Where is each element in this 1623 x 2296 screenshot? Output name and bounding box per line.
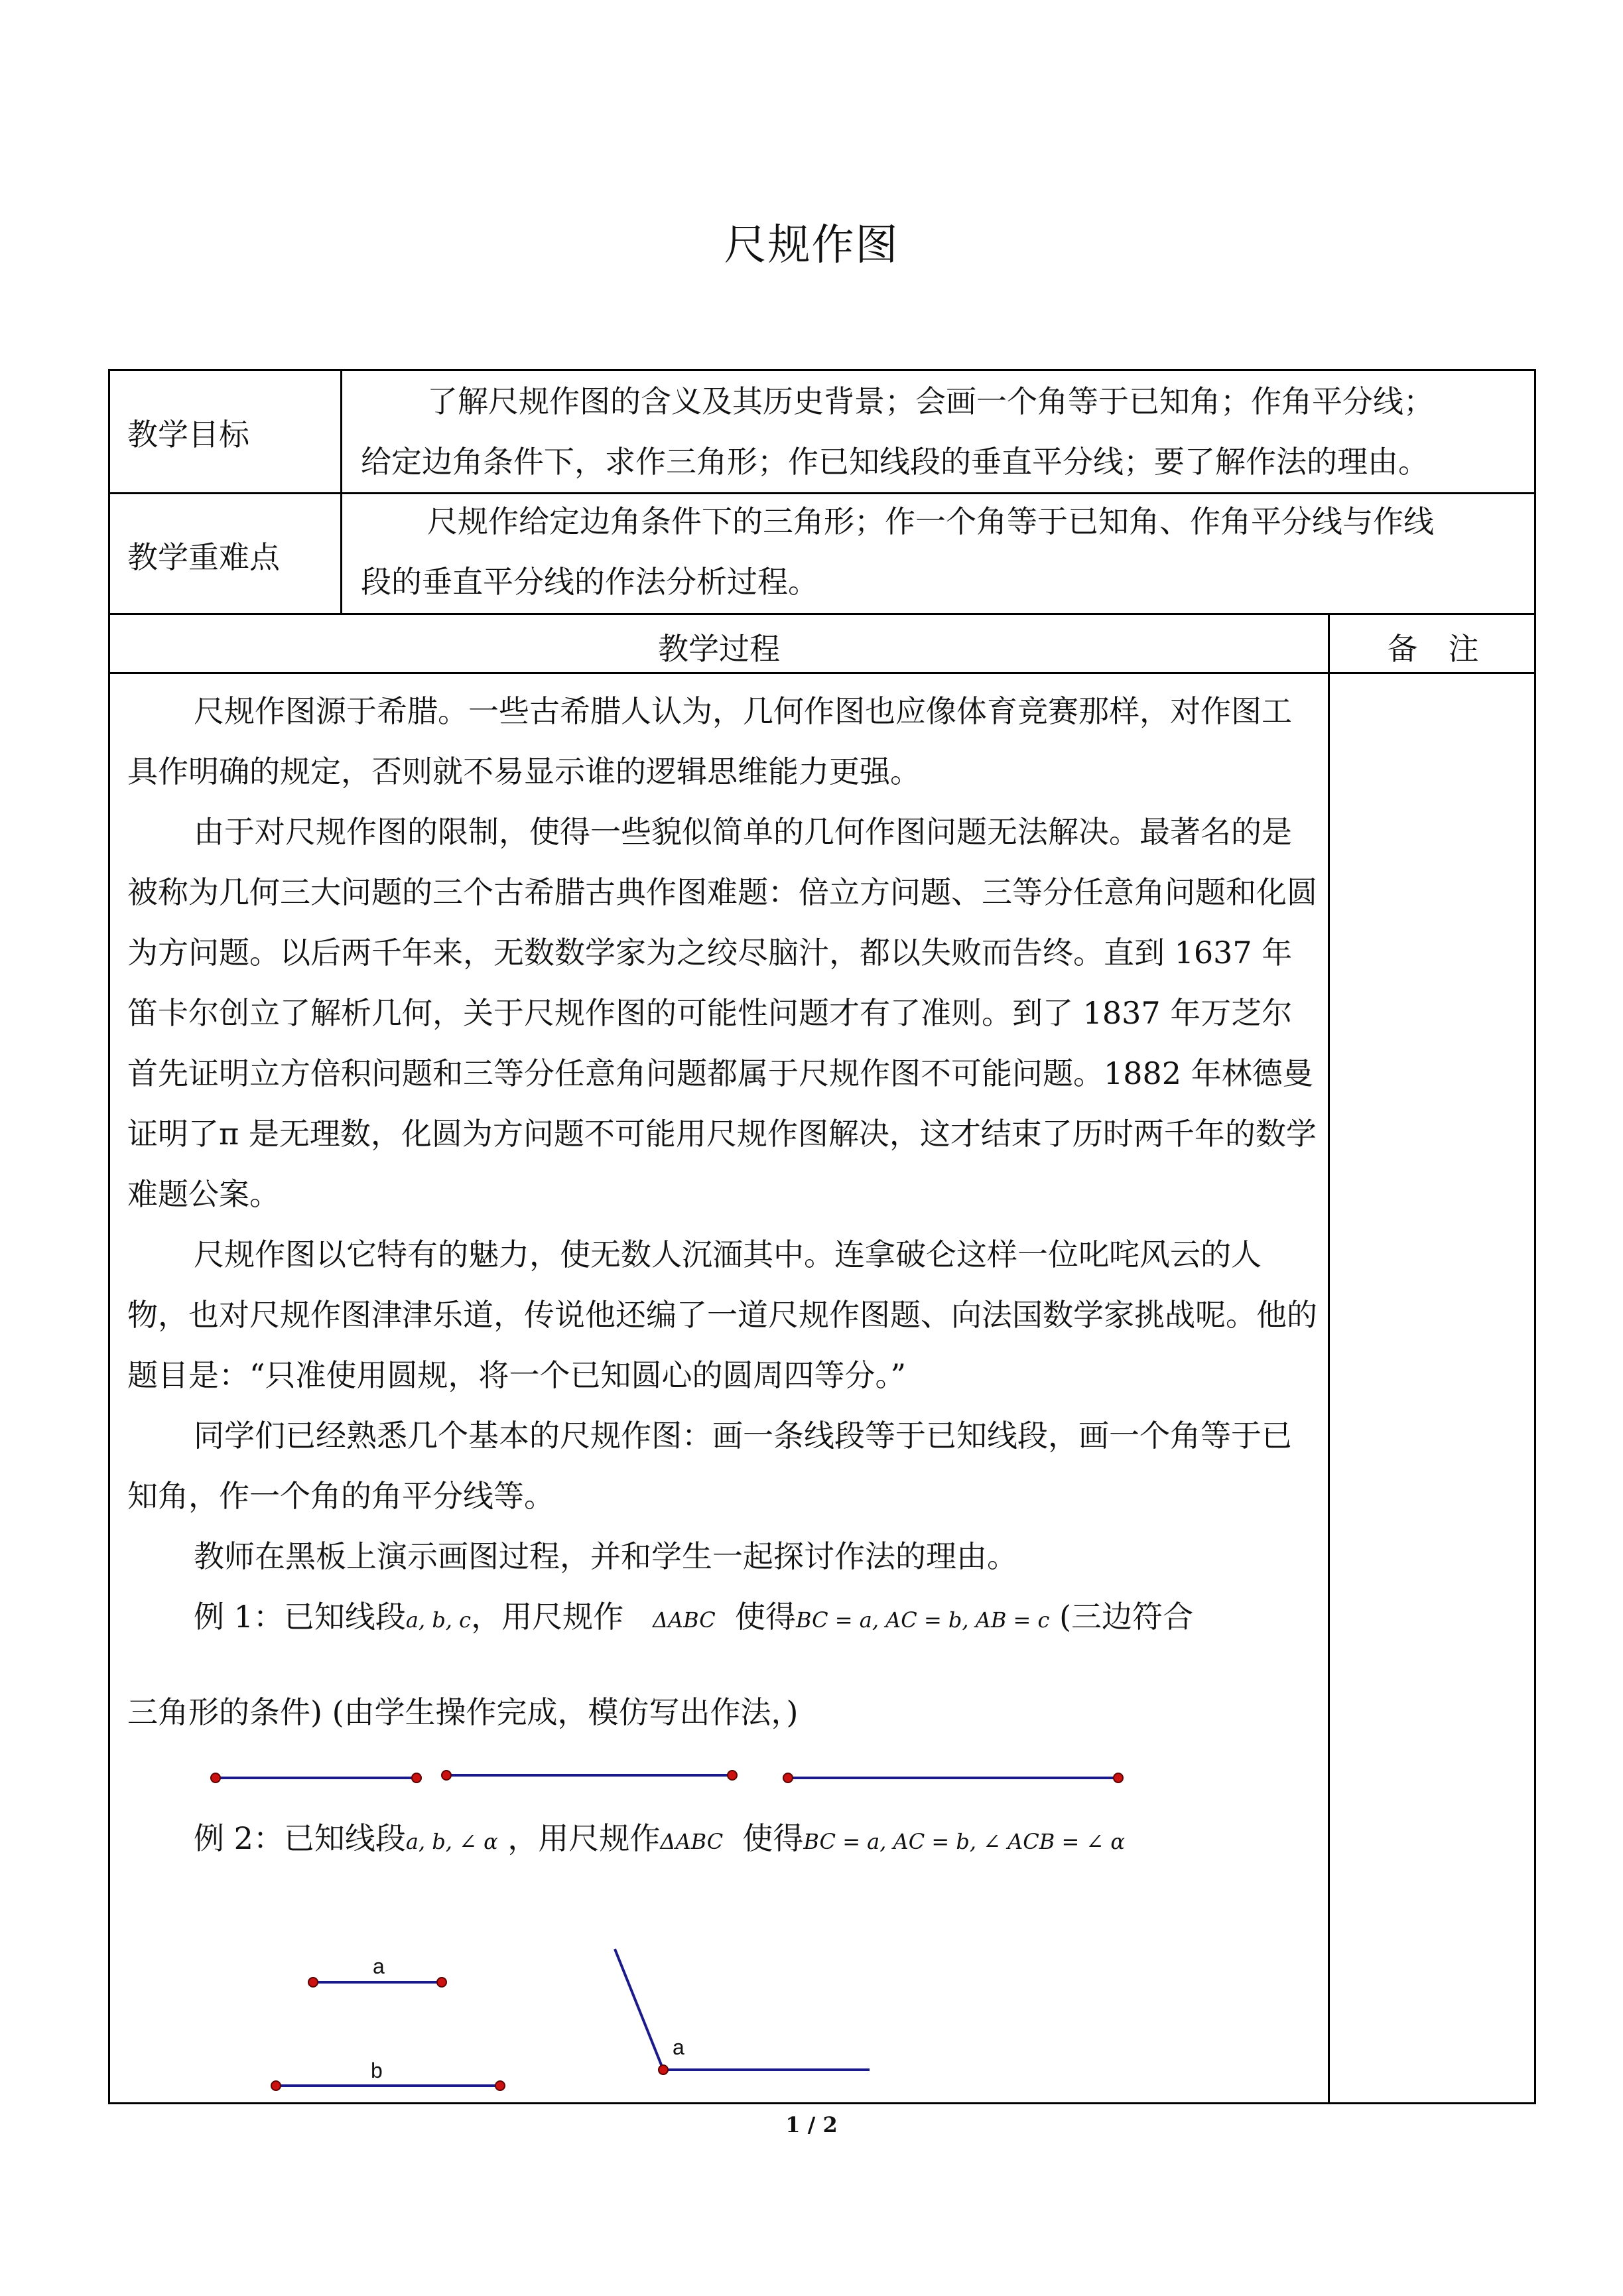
objectives-line-2: 给定边角条件下，求作三角形；作已知线段的垂直平分线；要了解作法的理由。 xyxy=(361,444,1429,480)
segment-endpoint xyxy=(271,2081,281,2090)
example-1-triangle: ΔABC xyxy=(652,1607,716,1633)
key-points-line-1: 尺规作给定边角条件下的三角形；作一个角等于已知角、作角平分线与作线 xyxy=(427,504,1434,539)
segment-endpoint xyxy=(412,1773,421,1783)
paragraph-history: 由于对尺规作图的限制，使得一些貌似简单的几何作图问题无法解决。最著名的是被称为几何三大问题的三个古希腊古典作图难题：倍立方问题、三等分任意角问题和化圆为方问题。以后两千年来，无数数学家为之绞尽脑汁，都以失败而告终。直到 1637 年笛卡尔创立了解析几何，关于尺规作图的可能性问题才有了准则。到了 1837 年万芝尔首先证明立方倍积问题和三等分任意角问题都属于尺规作图不可能问题。1882 年林德曼证明了π 是无理数，化圆为方问题不可能用尺规作图解决，这才结束了历时两千年的数学难题公案。 xyxy=(127,814,1317,1212)
paragraph-origin: 尺规作图源于希腊。一些古希腊人认为，几何作图也应像体育竞赛那样，对作图工具作明确的规定，否则就不易显示谁的逻辑思维能力更强。 xyxy=(127,693,1292,789)
example-1-prefix: 例 1：已知线段 xyxy=(194,1599,406,1635)
example-1-mid: ，用尺规作 xyxy=(471,1599,624,1635)
paragraph-demonstration: 教师在黑板上演示画图过程，并和学生一起探讨作法的理由。 xyxy=(194,1538,1017,1574)
page-number: 1 / 2 xyxy=(785,2112,838,2137)
segment-endpoint xyxy=(495,2081,505,2090)
paragraph-basic-constructions: 同学们已经熟悉几个基本的尺规作图：画一条线段等于已知线段，画一个角等于已知角，作一个角的角平分线等。 xyxy=(127,1418,1292,1514)
segment-endpoint xyxy=(211,1773,220,1783)
example-2-triangle: ΔABC xyxy=(660,1829,724,1854)
example-2-condition: BC = a, AC = b, ∠ ACB = ∠ α xyxy=(803,1829,1126,1854)
angle-ray xyxy=(615,1949,663,2070)
angle-vertex xyxy=(659,2065,668,2074)
objectives-line-1: 了解尺规作图的含义及其历史背景；会画一个角等于已知角；作角平分线； xyxy=(427,383,1434,419)
document-title: 尺规作图 xyxy=(724,221,899,270)
key-points-label: 教学重难点 xyxy=(127,539,280,575)
example-2-variables: a, b, ∠ α xyxy=(405,1829,498,1854)
segment-endpoint xyxy=(1114,1773,1123,1783)
segment-label-a: a xyxy=(373,1954,385,1978)
segment-endpoint xyxy=(442,1771,451,1780)
example-1-line-2: 三角形的条件) (由学生操作完成，模仿写出作法，) xyxy=(127,1694,799,1730)
notes-header: 备 注 xyxy=(1387,631,1479,667)
segment-label-b: b xyxy=(371,2059,383,2082)
segment-endpoint xyxy=(728,1771,737,1780)
segment-endpoint xyxy=(783,1773,793,1783)
key-points-line-2: 段的垂直平分线的作法分析过程。 xyxy=(361,564,818,600)
example-2-prefix: 例 2：已知线段 xyxy=(194,1820,406,1856)
objectives-label: 教学目标 xyxy=(127,417,249,452)
example-1-variables: a, b, c xyxy=(405,1607,472,1633)
paragraph-napoleon: 尺规作图以它特有的魅力，使无数人沉湎其中。连拿破仑这样一位叱咤风云的人物，也对尺规作图津津乐道，传说他还编了一道尺规作图题、向法国数学家挑战呢。他的题目是：“只准使用圆规，将一个已知圆心的圆周四等分。” xyxy=(127,1237,1317,1393)
example-2-so: 使得 xyxy=(742,1820,804,1856)
segment-endpoint xyxy=(308,1978,318,1987)
example-1-suffix: (三边符合 xyxy=(1059,1599,1194,1635)
process-header: 教学过程 xyxy=(658,631,780,667)
example-1-so: 使得 xyxy=(735,1599,796,1635)
example-2-mid: ，用尺规作 xyxy=(507,1820,661,1856)
example-1-condition: BC = a, AC = b, AB = c xyxy=(796,1607,1050,1633)
segment-endpoint xyxy=(437,1978,446,1987)
angle-label: a xyxy=(673,2035,684,2059)
